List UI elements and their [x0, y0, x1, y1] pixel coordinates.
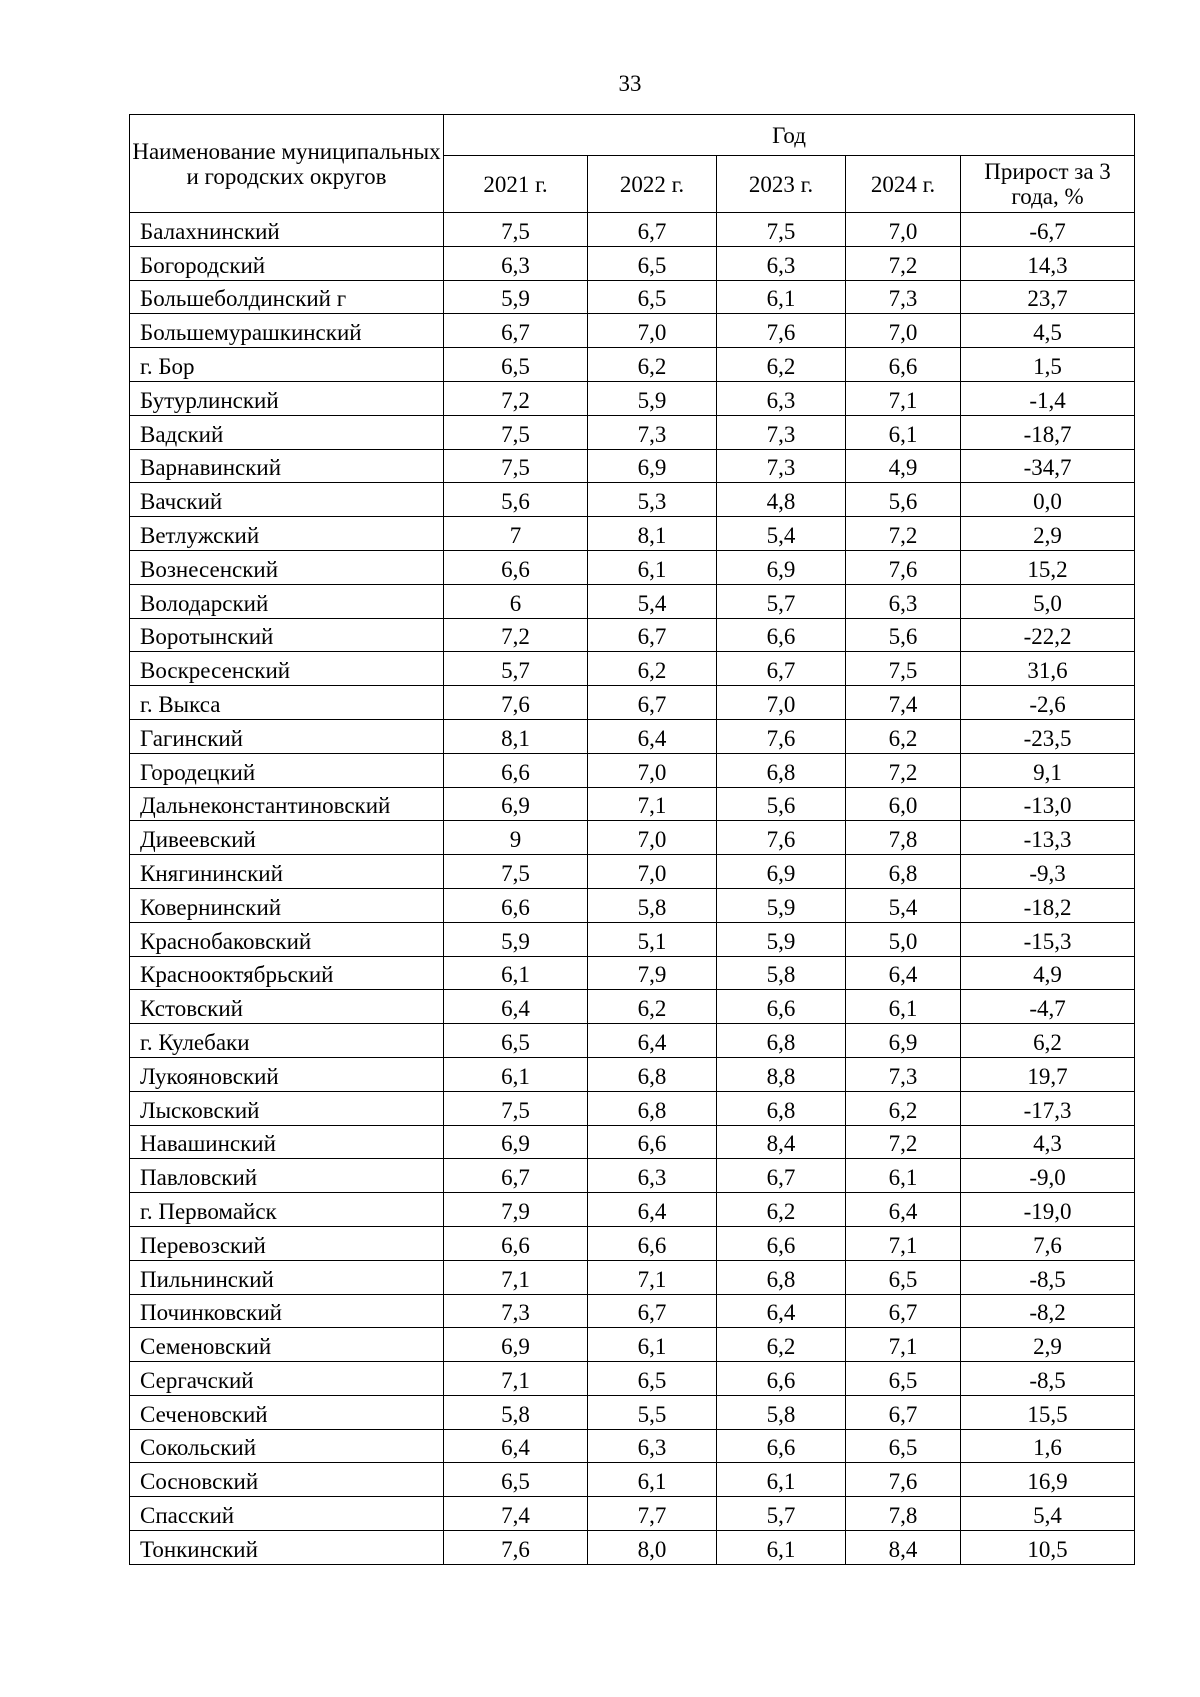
value-2024-cell: 7,4: [846, 686, 961, 720]
municipality-name-cell: Краснобаковский: [130, 922, 444, 956]
municipality-name-cell: г. Бор: [130, 348, 444, 382]
table-row: [130, 990, 1135, 1024]
value-2022-cell: 6,4: [588, 1024, 717, 1058]
value-2022-cell: 7,0: [588, 753, 717, 787]
table-row: [130, 618, 1135, 652]
value-2024-cell: 6,7: [846, 1395, 961, 1429]
value-2021-cell: 6,6: [444, 888, 588, 922]
municipality-name-cell: Спасский: [130, 1497, 444, 1531]
municipality-name-cell: Балахнинский: [130, 213, 444, 247]
value-2022-cell: 6,3: [588, 1159, 717, 1193]
municipality-name-cell: Богородский: [130, 246, 444, 280]
value-2021-cell: 6,1: [444, 1057, 588, 1091]
value-2022-cell: 5,1: [588, 922, 717, 956]
value-2023-cell: 6,8: [717, 1091, 846, 1125]
value-2021-cell: 7,1: [444, 1362, 588, 1396]
value-2023-cell: 6,3: [717, 246, 846, 280]
header-year-2022: 2022 г.: [588, 156, 717, 213]
table-row: [130, 517, 1135, 551]
value-2021-cell: 7,5: [444, 1091, 588, 1125]
table-row: [130, 1328, 1135, 1362]
value-2022-cell: 7,1: [588, 787, 717, 821]
value-2022-cell: 7,7: [588, 1497, 717, 1531]
growth-cell: -22,2: [961, 618, 1135, 652]
value-2024-cell: 6,5: [846, 1260, 961, 1294]
value-2024-cell: 7,2: [846, 753, 961, 787]
value-2023-cell: 6,4: [717, 1294, 846, 1328]
table-row: [130, 314, 1135, 348]
value-2023-cell: 5,7: [717, 1497, 846, 1531]
table-row: [130, 584, 1135, 618]
value-2021-cell: 6,6: [444, 753, 588, 787]
growth-cell: 0,0: [961, 483, 1135, 517]
value-2023-cell: 5,4: [717, 517, 846, 551]
growth-cell: -8,5: [961, 1260, 1135, 1294]
growth-cell: -19,0: [961, 1193, 1135, 1227]
value-2021-cell: 6: [444, 584, 588, 618]
value-2023-cell: 6,6: [717, 1226, 846, 1260]
value-2024-cell: 6,5: [846, 1362, 961, 1396]
municipality-name-cell: Большеболдинский г: [130, 280, 444, 314]
municipality-name-cell: Вознесенский: [130, 550, 444, 584]
growth-cell: 7,6: [961, 1226, 1135, 1260]
value-2021-cell: 7,2: [444, 618, 588, 652]
municipality-name-cell: Кстовский: [130, 990, 444, 1024]
table-row: [130, 1294, 1135, 1328]
growth-cell: -2,6: [961, 686, 1135, 720]
growth-cell: 19,7: [961, 1057, 1135, 1091]
value-2021-cell: 7,9: [444, 1193, 588, 1227]
value-2024-cell: 7,3: [846, 280, 961, 314]
growth-cell: -17,3: [961, 1091, 1135, 1125]
value-2022-cell: 6,5: [588, 1362, 717, 1396]
value-2021-cell: 6,6: [444, 1226, 588, 1260]
value-2024-cell: 6,4: [846, 956, 961, 990]
value-2021-cell: 9: [444, 821, 588, 855]
table-row: [130, 956, 1135, 990]
value-2024-cell: 5,6: [846, 618, 961, 652]
municipality-name-cell: Перевозский: [130, 1226, 444, 1260]
value-2022-cell: 5,5: [588, 1395, 717, 1429]
table-row: [130, 1159, 1135, 1193]
value-2022-cell: 6,5: [588, 280, 717, 314]
growth-cell: 16,9: [961, 1463, 1135, 1497]
value-2021-cell: 6,7: [444, 314, 588, 348]
value-2022-cell: 6,6: [588, 1125, 717, 1159]
value-2022-cell: 6,8: [588, 1057, 717, 1091]
value-2023-cell: 6,8: [717, 753, 846, 787]
value-2024-cell: 7,1: [846, 1226, 961, 1260]
value-2021-cell: 6,7: [444, 1159, 588, 1193]
value-2023-cell: 6,1: [717, 280, 846, 314]
table-row: [130, 1497, 1135, 1531]
growth-cell: -8,5: [961, 1362, 1135, 1396]
growth-cell: 31,6: [961, 652, 1135, 686]
value-2024-cell: 8,4: [846, 1531, 961, 1565]
table-row: [130, 246, 1135, 280]
value-2024-cell: 7,5: [846, 652, 961, 686]
value-2023-cell: 7,6: [717, 719, 846, 753]
value-2021-cell: 6,4: [444, 1429, 588, 1463]
value-2024-cell: 7,2: [846, 246, 961, 280]
value-2024-cell: 6,9: [846, 1024, 961, 1058]
value-2022-cell: 8,1: [588, 517, 717, 551]
value-2024-cell: 7,6: [846, 550, 961, 584]
value-2023-cell: 6,9: [717, 855, 846, 889]
value-2021-cell: 6,3: [444, 246, 588, 280]
value-2022-cell: 7,9: [588, 956, 717, 990]
table-body: [130, 213, 1135, 1565]
table-row: [130, 348, 1135, 382]
value-2021-cell: 7: [444, 517, 588, 551]
value-2023-cell: 5,9: [717, 888, 846, 922]
table-row: [130, 483, 1135, 517]
value-2022-cell: 5,9: [588, 381, 717, 415]
growth-cell: -18,2: [961, 888, 1135, 922]
growth-cell: 15,2: [961, 550, 1135, 584]
municipality-name-cell: Володарский: [130, 584, 444, 618]
value-2024-cell: 6,4: [846, 1193, 961, 1227]
growth-cell: -18,7: [961, 415, 1135, 449]
value-2023-cell: 6,6: [717, 1362, 846, 1396]
value-2022-cell: 5,8: [588, 888, 717, 922]
table-row: [130, 922, 1135, 956]
value-2022-cell: 6,7: [588, 618, 717, 652]
value-2024-cell: 5,0: [846, 922, 961, 956]
value-2021-cell: 6,9: [444, 1125, 588, 1159]
value-2022-cell: 6,7: [588, 213, 717, 247]
value-2023-cell: 7,6: [717, 821, 846, 855]
table-row: [130, 1362, 1135, 1396]
value-2021-cell: 6,5: [444, 1024, 588, 1058]
table-row: [130, 213, 1135, 247]
table-row: [130, 1226, 1135, 1260]
table-row: [130, 855, 1135, 889]
growth-cell: -23,5: [961, 719, 1135, 753]
growth-cell: 9,1: [961, 753, 1135, 787]
growth-cell: 2,9: [961, 1328, 1135, 1362]
value-2024-cell: 6,5: [846, 1429, 961, 1463]
table-row: [130, 1057, 1135, 1091]
municipality-name-cell: Воскресенский: [130, 652, 444, 686]
value-2023-cell: 6,2: [717, 1193, 846, 1227]
value-2021-cell: 6,9: [444, 787, 588, 821]
municipality-name-cell: Сеченовский: [130, 1395, 444, 1429]
value-2024-cell: 6,3: [846, 584, 961, 618]
value-2022-cell: 6,2: [588, 990, 717, 1024]
value-2021-cell: 6,5: [444, 348, 588, 382]
table-header: [130, 115, 1135, 213]
value-2024-cell: 6,7: [846, 1294, 961, 1328]
value-2022-cell: 6,4: [588, 1193, 717, 1227]
value-2024-cell: 7,1: [846, 381, 961, 415]
value-2023-cell: 8,8: [717, 1057, 846, 1091]
value-2021-cell: 7,4: [444, 1497, 588, 1531]
value-2023-cell: 7,3: [717, 449, 846, 483]
value-2022-cell: 7,3: [588, 415, 717, 449]
value-2022-cell: 6,3: [588, 1429, 717, 1463]
value-2022-cell: 6,9: [588, 449, 717, 483]
value-2023-cell: 6,8: [717, 1024, 846, 1058]
value-2023-cell: 5,8: [717, 956, 846, 990]
value-2022-cell: 6,2: [588, 652, 717, 686]
value-2024-cell: 6,2: [846, 1091, 961, 1125]
value-2024-cell: 7,0: [846, 314, 961, 348]
table-row: [130, 686, 1135, 720]
header-year-2023: 2023 г.: [717, 156, 846, 213]
table-row: [130, 753, 1135, 787]
municipality-name-cell: Сергачский: [130, 1362, 444, 1396]
value-2024-cell: 5,6: [846, 483, 961, 517]
value-2024-cell: 6,1: [846, 415, 961, 449]
value-2024-cell: 7,3: [846, 1057, 961, 1091]
value-2023-cell: 5,7: [717, 584, 846, 618]
municipality-name-cell: Варнавинский: [130, 449, 444, 483]
value-2024-cell: 6,1: [846, 990, 961, 1024]
value-2021-cell: 5,6: [444, 483, 588, 517]
value-2022-cell: 6,8: [588, 1091, 717, 1125]
municipality-name-cell: Ковернинский: [130, 888, 444, 922]
value-2023-cell: 6,1: [717, 1531, 846, 1565]
value-2023-cell: 7,5: [717, 213, 846, 247]
municipality-name-cell: Гагинский: [130, 719, 444, 753]
growth-cell: 14,3: [961, 246, 1135, 280]
header-municipality-name: Наименование муниципальных и городских округов: [130, 115, 444, 213]
municipality-name-cell: Воротынский: [130, 618, 444, 652]
value-2021-cell: 6,5: [444, 1463, 588, 1497]
value-2021-cell: 7,6: [444, 1531, 588, 1565]
value-2021-cell: 6,4: [444, 990, 588, 1024]
header-year-2024: 2024 г.: [846, 156, 961, 213]
municipality-name-cell: Пильнинский: [130, 1260, 444, 1294]
value-2024-cell: 7,8: [846, 821, 961, 855]
value-2022-cell: 7,1: [588, 1260, 717, 1294]
value-2022-cell: 6,1: [588, 1328, 717, 1362]
table-row: [130, 550, 1135, 584]
value-2022-cell: 6,7: [588, 686, 717, 720]
municipality-name-cell: Лукояновский: [130, 1057, 444, 1091]
growth-cell: 15,5: [961, 1395, 1135, 1429]
table-row: [130, 280, 1135, 314]
municipality-name-cell: г. Первомайск: [130, 1193, 444, 1227]
municipality-name-cell: Краснооктябрьский: [130, 956, 444, 990]
municipality-name-cell: Семеновский: [130, 1328, 444, 1362]
value-2024-cell: 7,2: [846, 517, 961, 551]
value-2022-cell: 6,2: [588, 348, 717, 382]
value-2021-cell: 7,2: [444, 381, 588, 415]
value-2023-cell: 7,6: [717, 314, 846, 348]
value-2021-cell: 7,3: [444, 1294, 588, 1328]
growth-cell: 1,5: [961, 348, 1135, 382]
growth-cell: -34,7: [961, 449, 1135, 483]
value-2021-cell: 7,5: [444, 213, 588, 247]
growth-cell: 1,6: [961, 1429, 1135, 1463]
value-2022-cell: 6,1: [588, 1463, 717, 1497]
value-2022-cell: 5,3: [588, 483, 717, 517]
value-2023-cell: 4,8: [717, 483, 846, 517]
value-2023-cell: 6,7: [717, 652, 846, 686]
table-row: [130, 888, 1135, 922]
growth-cell: 4,3: [961, 1125, 1135, 1159]
value-2021-cell: 5,8: [444, 1395, 588, 1429]
municipality-name-cell: Княгининский: [130, 855, 444, 889]
value-2021-cell: 7,5: [444, 415, 588, 449]
municipality-name-cell: г. Кулебаки: [130, 1024, 444, 1058]
table-row: [130, 787, 1135, 821]
value-2023-cell: 6,7: [717, 1159, 846, 1193]
value-2021-cell: 7,1: [444, 1260, 588, 1294]
growth-cell: -4,7: [961, 990, 1135, 1024]
municipality-name-cell: Городецкий: [130, 753, 444, 787]
table-row: [130, 1091, 1135, 1125]
municipality-name-cell: Большемурашкинский: [130, 314, 444, 348]
growth-cell: -13,3: [961, 821, 1135, 855]
value-2021-cell: 6,1: [444, 956, 588, 990]
growth-cell: -9,0: [961, 1159, 1135, 1193]
value-2023-cell: 5,6: [717, 787, 846, 821]
table-row: [130, 719, 1135, 753]
table-row: [130, 1531, 1135, 1565]
value-2023-cell: 8,4: [717, 1125, 846, 1159]
municipality-name-cell: Павловский: [130, 1159, 444, 1193]
growth-cell: 23,7: [961, 280, 1135, 314]
value-2021-cell: 5,7: [444, 652, 588, 686]
municipality-name-cell: Сокольский: [130, 1429, 444, 1463]
value-2023-cell: 6,6: [717, 1429, 846, 1463]
value-2023-cell: 6,6: [717, 618, 846, 652]
municipality-name-cell: Дальнеконстантиновский: [130, 787, 444, 821]
table-row: [130, 1463, 1135, 1497]
table-row: [130, 1193, 1135, 1227]
header-year-group: Год: [444, 115, 1135, 156]
value-2021-cell: 5,9: [444, 280, 588, 314]
table-row: [130, 381, 1135, 415]
value-2024-cell: 7,8: [846, 1497, 961, 1531]
value-2021-cell: 6,9: [444, 1328, 588, 1362]
value-2021-cell: 6,6: [444, 550, 588, 584]
value-2022-cell: 7,0: [588, 821, 717, 855]
municipality-name-cell: Починковский: [130, 1294, 444, 1328]
value-2023-cell: 6,9: [717, 550, 846, 584]
growth-cell: -1,4: [961, 381, 1135, 415]
value-2024-cell: 6,2: [846, 719, 961, 753]
value-2022-cell: 6,4: [588, 719, 717, 753]
table-row: [130, 1429, 1135, 1463]
municipality-name-cell: Вадский: [130, 415, 444, 449]
data-table: [129, 114, 1135, 1565]
value-2022-cell: 7,0: [588, 855, 717, 889]
growth-cell: 5,4: [961, 1497, 1135, 1531]
value-2023-cell: 6,1: [717, 1463, 846, 1497]
value-2021-cell: 7,5: [444, 855, 588, 889]
municipality-name-cell: Тонкинский: [130, 1531, 444, 1565]
value-2023-cell: 6,2: [717, 348, 846, 382]
value-2024-cell: 7,2: [846, 1125, 961, 1159]
table-row: [130, 415, 1135, 449]
municipality-name-cell: Ветлужский: [130, 517, 444, 551]
growth-cell: -6,7: [961, 213, 1135, 247]
header-growth: Прирост за 3 года, %: [961, 156, 1135, 213]
value-2023-cell: 6,6: [717, 990, 846, 1024]
value-2022-cell: 8,0: [588, 1531, 717, 1565]
value-2022-cell: 6,1: [588, 550, 717, 584]
municipality-name-cell: Бутурлинский: [130, 381, 444, 415]
value-2024-cell: 7,1: [846, 1328, 961, 1362]
growth-cell: -15,3: [961, 922, 1135, 956]
municipality-name-cell: Дивеевский: [130, 821, 444, 855]
value-2024-cell: 6,1: [846, 1159, 961, 1193]
value-2024-cell: 6,0: [846, 787, 961, 821]
municipality-name-cell: г. Выкса: [130, 686, 444, 720]
value-2023-cell: 7,0: [717, 686, 846, 720]
table-row: [130, 449, 1135, 483]
value-2021-cell: 7,5: [444, 449, 588, 483]
table-row: [130, 1260, 1135, 1294]
table-row: [130, 821, 1135, 855]
header-year-2021: 2021 г.: [444, 156, 588, 213]
growth-cell: 4,5: [961, 314, 1135, 348]
value-2023-cell: 6,3: [717, 381, 846, 415]
table-row: [130, 652, 1135, 686]
growth-cell: 6,2: [961, 1024, 1135, 1058]
value-2024-cell: 7,0: [846, 213, 961, 247]
value-2023-cell: 5,8: [717, 1395, 846, 1429]
growth-cell: 4,9: [961, 956, 1135, 990]
municipality-name-cell: Навашинский: [130, 1125, 444, 1159]
table-row: [130, 1125, 1135, 1159]
value-2024-cell: 5,4: [846, 888, 961, 922]
value-2022-cell: 6,5: [588, 246, 717, 280]
value-2024-cell: 6,6: [846, 348, 961, 382]
municipality-name-cell: Вачский: [130, 483, 444, 517]
municipality-name-cell: Лысковский: [130, 1091, 444, 1125]
value-2021-cell: 7,6: [444, 686, 588, 720]
value-2023-cell: 7,3: [717, 415, 846, 449]
growth-cell: -13,0: [961, 787, 1135, 821]
value-2022-cell: 6,7: [588, 1294, 717, 1328]
growth-cell: 5,0: [961, 584, 1135, 618]
value-2024-cell: 4,9: [846, 449, 961, 483]
value-2022-cell: 7,0: [588, 314, 717, 348]
table-row: [130, 1395, 1135, 1429]
page-number: 33: [618, 71, 642, 96]
growth-cell: 2,9: [961, 517, 1135, 551]
value-2021-cell: 8,1: [444, 719, 588, 753]
growth-cell: -8,2: [961, 1294, 1135, 1328]
value-2021-cell: 5,9: [444, 922, 588, 956]
value-2024-cell: 6,8: [846, 855, 961, 889]
municipality-name-cell: Сосновский: [130, 1463, 444, 1497]
growth-cell: 10,5: [961, 1531, 1135, 1565]
value-2023-cell: 6,2: [717, 1328, 846, 1362]
value-2023-cell: 5,9: [717, 922, 846, 956]
value-2024-cell: 7,6: [846, 1463, 961, 1497]
table-row: [130, 1024, 1135, 1058]
value-2022-cell: 6,6: [588, 1226, 717, 1260]
value-2023-cell: 6,8: [717, 1260, 846, 1294]
growth-cell: -9,3: [961, 855, 1135, 889]
value-2022-cell: 5,4: [588, 584, 717, 618]
